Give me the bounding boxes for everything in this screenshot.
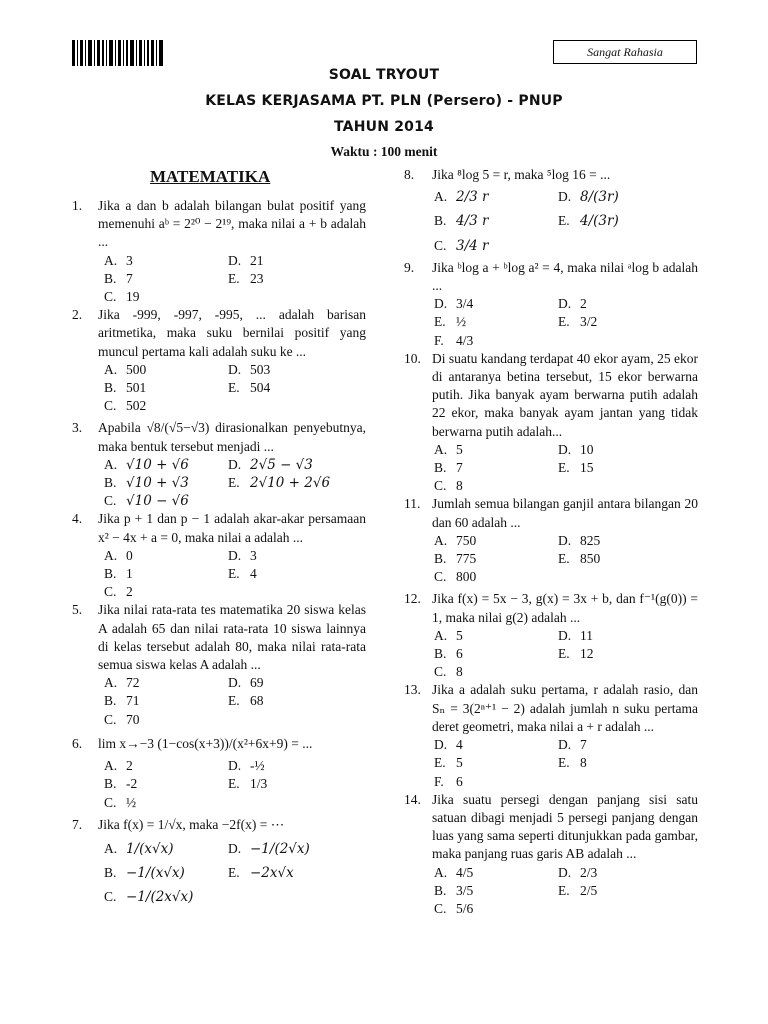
option-value: 3/5 xyxy=(456,882,474,898)
option-letter: A. xyxy=(104,675,118,691)
answer-option xyxy=(434,882,558,900)
answer-option xyxy=(104,397,228,415)
option-value: 6 xyxy=(456,773,463,789)
question-number: 5. xyxy=(72,602,83,618)
option-letter: F. xyxy=(434,332,444,348)
option-value: -½ xyxy=(250,758,265,774)
option-value: 750 xyxy=(456,532,477,548)
question-text: Apabila √8/(√5−√3) dirasionalkan penyebutnya, maka bentuk tersebut menjadi ... xyxy=(98,420,366,454)
option-letter: E. xyxy=(558,460,570,476)
option-letter: B. xyxy=(434,882,447,898)
option-value: 8 xyxy=(456,478,463,494)
option-letter: E. xyxy=(558,882,570,898)
option-letter: B. xyxy=(104,865,117,881)
question-number: 10. xyxy=(404,350,421,366)
option-letter: E. xyxy=(228,380,240,396)
option-value: 69 xyxy=(250,675,264,691)
option-letter: D. xyxy=(558,532,572,548)
answer-option xyxy=(434,477,558,495)
option-letter: B. xyxy=(104,380,117,396)
option-letter: A. xyxy=(104,840,118,856)
option-letter: D. xyxy=(228,456,242,472)
answer-option xyxy=(558,550,698,568)
option-value: 3 xyxy=(250,547,257,563)
option-value: 775 xyxy=(456,551,477,567)
question-4 xyxy=(72,510,366,546)
option-value: 68 xyxy=(250,693,264,709)
option-letter: E. xyxy=(558,213,570,229)
options-4 xyxy=(104,547,366,602)
question-text: Jika f(x) = 1/√x, maka −2f(x) = ⋯ xyxy=(98,816,285,832)
answer-option xyxy=(228,565,366,583)
options-14 xyxy=(434,864,698,919)
option-value: −1/(x√x) xyxy=(126,865,185,882)
option-letter: C. xyxy=(104,711,117,727)
answer-option xyxy=(228,547,366,565)
option-value: 4/3 r xyxy=(456,213,489,230)
option-value: 3/4 xyxy=(456,296,474,312)
option-value: 8 xyxy=(580,755,587,771)
question-3 xyxy=(72,419,366,455)
answer-option xyxy=(104,840,228,858)
question-number: 3. xyxy=(72,420,83,436)
question-6 xyxy=(72,735,366,753)
question-number: 1. xyxy=(72,198,83,213)
option-value: 5 xyxy=(456,755,463,771)
answer-option xyxy=(104,674,228,692)
question-text: Jika a dan b adalah bilangan bulat positif yang memenuhi aᵇ = 2²⁰ − 2¹⁹, maka nilai a + b adalah ... xyxy=(98,198,366,250)
question-13 xyxy=(404,681,698,736)
question-text: Jika ᵇlog a + ᵇlog a² = 4, maka nilai ᵃlog b adalah ... xyxy=(432,259,698,294)
option-value: 4 xyxy=(250,566,257,582)
classification-label: Sangat Rahasia xyxy=(553,40,697,64)
answer-option xyxy=(228,379,366,397)
option-letter: C. xyxy=(104,398,117,414)
answer-option xyxy=(558,754,698,772)
option-value: 7 xyxy=(456,460,463,476)
option-letter: B. xyxy=(434,213,447,229)
question-number: 11. xyxy=(404,496,421,512)
option-letter: E. xyxy=(434,314,446,330)
option-letter: B. xyxy=(104,270,117,286)
answer-option xyxy=(104,361,228,379)
title-line-1: SOAL TRYOUT xyxy=(328,67,440,83)
options-1 xyxy=(104,252,366,307)
options-5 xyxy=(104,674,366,729)
answer-option xyxy=(104,565,228,583)
option-value: 5 xyxy=(456,627,463,643)
option-value: 501 xyxy=(126,380,147,396)
answer-option xyxy=(434,295,558,313)
option-letter: B. xyxy=(434,646,447,662)
option-letter: D. xyxy=(558,296,572,312)
option-letter: F. xyxy=(434,773,444,789)
option-value: 6 xyxy=(456,646,463,662)
question-number: 13. xyxy=(404,682,421,698)
answer-option xyxy=(104,474,228,492)
answer-option xyxy=(434,627,558,645)
option-letter: E. xyxy=(558,646,570,662)
question-number: 14. xyxy=(404,791,421,807)
option-letter: A. xyxy=(434,864,448,880)
option-value: 850 xyxy=(580,551,601,567)
answer-option xyxy=(228,474,366,492)
question-number: 7. xyxy=(72,816,83,832)
options-10 xyxy=(434,441,698,496)
answer-option xyxy=(434,645,558,663)
question-text: lim x→−3 (1−cos(x+3))/(x²+6x+9) = ... xyxy=(98,735,313,751)
answer-option xyxy=(104,583,228,601)
option-value: 800 xyxy=(456,569,477,585)
answer-option xyxy=(558,188,698,206)
option-letter: E. xyxy=(228,776,240,792)
answer-option xyxy=(104,379,228,397)
option-letter: E. xyxy=(434,755,446,771)
option-letter: A. xyxy=(104,547,118,563)
option-letter: A. xyxy=(104,758,118,774)
option-value: 503 xyxy=(250,361,271,377)
answer-option xyxy=(104,270,228,288)
option-letter: E. xyxy=(558,551,570,567)
question-text: Jika nilai rata-rata tes matematika 20 siswa kelas A adalah 65 dan nilai rata-rata 10 siswa lainnya di kelas tersebut adalah 80, maka nilai rata-rata semua siswa kelas A adalah ... xyxy=(98,602,366,673)
option-letter: E. xyxy=(228,475,240,491)
option-letter: A. xyxy=(104,252,118,268)
option-value: 8/(3r) xyxy=(580,189,619,206)
answer-option xyxy=(228,757,366,775)
option-value: 2√5 − √3 xyxy=(250,456,313,473)
answer-option xyxy=(228,864,366,882)
answer-option xyxy=(558,645,698,663)
answer-option xyxy=(434,313,558,331)
option-letter: D. xyxy=(558,737,572,753)
option-value: 8 xyxy=(456,664,463,680)
answer-option xyxy=(434,237,558,255)
answer-option xyxy=(434,332,558,350)
option-value: √10 + √6 xyxy=(126,456,189,473)
question-text: Jika p + 1 dan p − 1 adalah akar-akar persamaan x² − 4x + a = 0, maka nilai a adalah ... xyxy=(98,511,366,545)
answer-option xyxy=(104,547,228,565)
question-text: Jika suatu persegi dengan panjang sisi satu satuan dibagi menjadi 5 persegi panjang dengan luas yang sama seperti ditunjukkan pada gambar, maka panjang ruas garis AB adalah ... xyxy=(432,791,698,862)
option-value: 21 xyxy=(250,252,264,268)
answer-option xyxy=(558,212,698,230)
answer-option xyxy=(434,441,558,459)
option-value: 4/5 xyxy=(456,864,474,880)
answer-option xyxy=(434,188,558,206)
option-letter: C. xyxy=(434,900,447,916)
option-value: 3/2 xyxy=(580,314,598,330)
option-value: 3/4 r xyxy=(456,237,489,254)
option-letter: D. xyxy=(228,252,242,268)
option-value: 502 xyxy=(126,398,147,414)
option-letter: B. xyxy=(104,693,117,709)
answer-option xyxy=(104,252,228,270)
option-value: 7 xyxy=(126,270,133,286)
option-letter: C. xyxy=(434,569,447,585)
option-value: 4/(3r) xyxy=(580,213,619,230)
answer-option xyxy=(104,288,228,306)
option-value: 1/(x√x) xyxy=(126,840,174,857)
question-11 xyxy=(404,495,698,531)
options-6 xyxy=(104,757,366,812)
answer-option xyxy=(228,361,366,379)
option-letter: D. xyxy=(434,737,448,753)
option-letter: C. xyxy=(104,493,117,509)
question-12 xyxy=(404,590,698,626)
option-value: 15 xyxy=(580,460,594,476)
option-letter: E. xyxy=(228,693,240,709)
option-letter: A. xyxy=(434,441,448,457)
option-letter: C. xyxy=(434,237,447,253)
options-11 xyxy=(434,532,698,587)
answer-option xyxy=(434,736,558,754)
answer-option xyxy=(434,568,558,586)
question-14 xyxy=(404,791,698,864)
answer-option xyxy=(558,627,698,645)
question-text: Jumlah semua bilangan ganjil antara bilangan 20 dan 60 adalah ... xyxy=(432,496,698,530)
option-letter: A. xyxy=(104,456,118,472)
option-letter: A. xyxy=(434,532,448,548)
option-value: 23 xyxy=(250,270,264,286)
answer-option xyxy=(434,900,558,918)
answer-option xyxy=(558,882,698,900)
option-letter: D. xyxy=(228,675,242,691)
option-letter: D. xyxy=(558,441,572,457)
option-value: 2/3 r xyxy=(456,189,489,206)
option-letter: E. xyxy=(558,314,570,330)
answer-option xyxy=(434,550,558,568)
option-letter: D. xyxy=(558,864,572,880)
answer-option xyxy=(434,864,558,882)
options-12 xyxy=(434,627,698,682)
options-13 xyxy=(434,736,698,791)
option-letter: A. xyxy=(104,361,118,377)
answer-option xyxy=(434,212,558,230)
option-letter: C. xyxy=(104,794,117,810)
question-8 xyxy=(404,166,698,184)
option-value: 7 xyxy=(580,737,587,753)
option-letter: C. xyxy=(434,478,447,494)
option-value: √10 − √6 xyxy=(126,493,189,510)
answer-option xyxy=(228,456,366,474)
option-letter: B. xyxy=(104,776,117,792)
option-letter: B. xyxy=(104,475,117,491)
option-letter: C. xyxy=(104,289,117,305)
option-value: −1/(2x√x) xyxy=(126,889,194,906)
duration: Waktu : 100 menit xyxy=(330,144,438,159)
option-value: 2/5 xyxy=(580,882,598,898)
left-column xyxy=(72,197,366,907)
right-column xyxy=(404,166,698,918)
question-number: 12. xyxy=(404,591,421,607)
answer-option xyxy=(104,711,228,729)
option-value: 2 xyxy=(580,296,587,312)
answer-option xyxy=(434,532,558,550)
answer-option xyxy=(104,456,228,474)
answer-option xyxy=(558,736,698,754)
answer-option xyxy=(434,459,558,477)
option-value: 10 xyxy=(580,441,594,457)
answer-option xyxy=(104,492,228,510)
option-letter: C. xyxy=(104,889,117,905)
option-value: ½ xyxy=(456,314,467,330)
subject-heading: MATEMATIKA xyxy=(150,167,271,186)
options-2 xyxy=(104,361,366,416)
question-9 xyxy=(404,259,698,295)
option-letter: E. xyxy=(558,755,570,771)
answer-option xyxy=(104,757,228,775)
title-line-2: KELAS KERJASAMA PT. PLN (Persero) - PNUP xyxy=(205,93,563,109)
answer-option xyxy=(558,313,698,331)
question-number: 4. xyxy=(72,511,83,527)
option-letter: B. xyxy=(104,566,117,582)
option-letter: B. xyxy=(434,460,447,476)
option-value: ½ xyxy=(126,794,137,810)
question-number: 8. xyxy=(404,167,415,182)
option-letter: A. xyxy=(434,627,448,643)
option-value: √10 + √3 xyxy=(126,475,189,492)
options-8 xyxy=(434,188,698,255)
barcode xyxy=(72,40,178,66)
answer-option xyxy=(104,775,228,793)
answer-option xyxy=(434,663,558,681)
options-9 xyxy=(434,295,698,350)
answer-option xyxy=(104,864,228,882)
option-value: -2 xyxy=(126,776,138,792)
option-value: 500 xyxy=(126,361,147,377)
option-value: 4 xyxy=(456,737,463,753)
question-text: Jika -999, -997, -995, ... adalah barisan aritmetika, maka suku bernilai positif yang muncul pertama kali adalah suku ke ... xyxy=(98,307,366,359)
answer-option xyxy=(228,692,366,710)
question-number: 9. xyxy=(404,259,415,275)
question-2 xyxy=(72,306,366,361)
option-value: 2 xyxy=(126,758,133,774)
question-text: Jika ⁸log 5 = r, maka ⁵log 16 = ... xyxy=(432,167,611,182)
question-5 xyxy=(72,601,366,674)
option-value: 0 xyxy=(126,547,133,563)
options-7 xyxy=(104,840,366,907)
answer-option xyxy=(434,754,558,772)
option-letter: D. xyxy=(434,296,448,312)
answer-option xyxy=(104,692,228,710)
answer-option xyxy=(558,459,698,477)
answer-option xyxy=(228,674,366,692)
option-value: 504 xyxy=(250,380,271,396)
option-letter: B. xyxy=(434,551,447,567)
option-value: 11 xyxy=(580,627,593,643)
option-value: 2√10 + 2√6 xyxy=(250,475,331,492)
answer-option xyxy=(104,888,228,906)
option-letter: A. xyxy=(434,189,448,205)
answer-option xyxy=(228,840,366,858)
answer-option xyxy=(558,295,698,313)
option-letter: E. xyxy=(228,566,240,582)
option-value: 19 xyxy=(126,289,140,305)
option-letter: E. xyxy=(228,865,240,881)
options-3 xyxy=(104,456,366,511)
option-letter: D. xyxy=(228,547,242,563)
answer-option xyxy=(104,794,228,812)
question-text: Jika f(x) = 5x − 3, g(x) = 3x + b, dan f⁻¹(g(0)) = 1, maka nilai g(2) adalah ... xyxy=(432,591,698,625)
option-value: 72 xyxy=(126,675,140,691)
option-letter: D. xyxy=(558,627,572,643)
option-value: 71 xyxy=(126,693,140,709)
option-letter: C. xyxy=(434,664,447,680)
answer-option xyxy=(558,864,698,882)
option-value: 1 xyxy=(126,566,133,582)
question-text: Di suatu kandang terdapat 40 ekor ayam, 25 ekor di antaranya betina tersebut, 15 ekor berwarna putih. Jika banyak ayam berwarna putih adalah 22 ekor, maka banyak ayam jantan yang tidak berwarna putih adalah... xyxy=(432,350,698,439)
option-value: 2/3 xyxy=(580,864,598,880)
option-value: 3 xyxy=(126,252,133,268)
answer-option xyxy=(558,532,698,550)
option-letter: D. xyxy=(558,189,572,205)
title-line-3: TAHUN 2014 xyxy=(334,119,434,135)
option-value: 4/3 xyxy=(456,332,474,348)
option-value: 1/3 xyxy=(250,776,268,792)
option-letter: D. xyxy=(228,361,242,377)
option-value: 825 xyxy=(580,532,601,548)
question-1 xyxy=(72,197,366,252)
option-value: −1/(2√x) xyxy=(250,840,310,857)
option-value: 5/6 xyxy=(456,900,474,916)
question-text: Jika a adalah suku pertama, r adalah rasio, dan Sₙ = 3(2ⁿ⁺¹ − 2) adalah jumlah n suku pertama deret geometri, maka nilai a + r adalah ... xyxy=(432,682,698,734)
question-10 xyxy=(404,350,698,441)
question-number: 6. xyxy=(72,735,83,751)
answer-option xyxy=(558,441,698,459)
answer-option xyxy=(228,270,366,288)
answer-option xyxy=(228,775,366,793)
option-letter: C. xyxy=(104,584,117,600)
answer-option xyxy=(228,252,366,270)
option-value: 5 xyxy=(456,441,463,457)
option-value: 12 xyxy=(580,646,594,662)
option-letter: E. xyxy=(228,270,240,286)
option-letter: D. xyxy=(228,840,242,856)
option-value: 2 xyxy=(126,584,133,600)
question-7 xyxy=(72,816,366,834)
option-value: −2x√x xyxy=(250,865,294,882)
option-letter: D. xyxy=(228,758,242,774)
option-value: 70 xyxy=(126,711,140,727)
answer-option xyxy=(434,773,558,791)
question-number: 2. xyxy=(72,307,83,323)
